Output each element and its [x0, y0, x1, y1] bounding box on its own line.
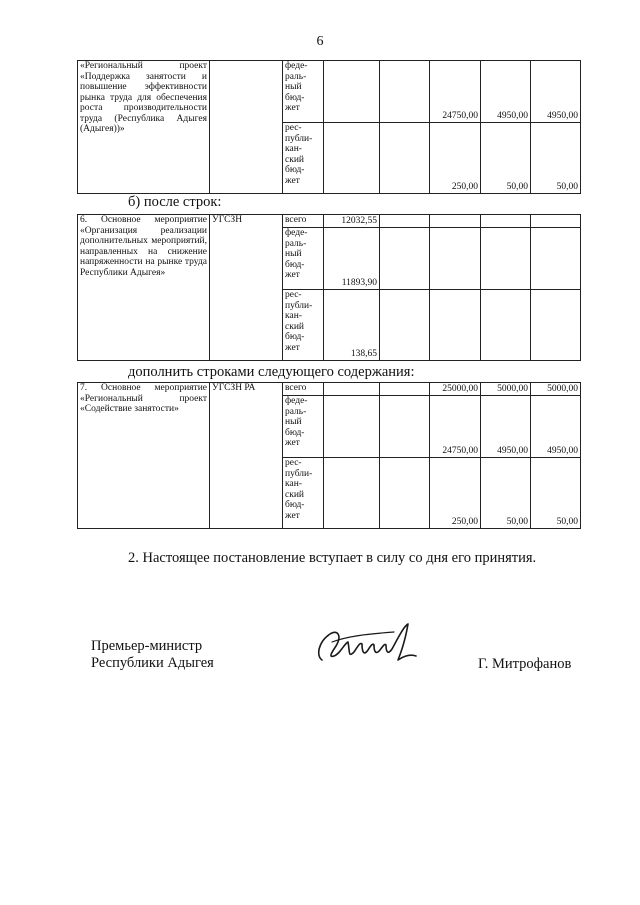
value-cell	[380, 215, 430, 228]
signer-title-line-2: Республики Адыгея	[91, 655, 214, 671]
value-cell: 4950,00	[531, 61, 581, 123]
funding-source: рес- публи- кан- ский бюд- жет	[283, 290, 324, 361]
value-cell: 11893,90	[324, 228, 380, 290]
value-cell	[324, 123, 380, 194]
value-cell	[481, 290, 531, 361]
measure-name: «Региональный проект «Поддержка занятости и повышение эффективности рынка труда для обеспечения роста производительности труда (Республика Адыгея (Адыгея))»	[78, 61, 210, 194]
value-cell: 4950,00	[531, 396, 581, 458]
table-main-measure-7	[77, 382, 581, 529]
value-cell	[430, 290, 481, 361]
caption-after-rows: б) после строк:	[128, 194, 222, 210]
funding-source: рес- публи- кан- ский бюд- жет	[283, 123, 324, 194]
funding-source: рес- публи- кан- ский бюд- жет	[283, 458, 324, 529]
value-cell	[430, 215, 481, 228]
value-cell	[481, 215, 531, 228]
handwritten-signature	[308, 612, 423, 672]
funding-source: феде- раль- ный бюд- жет	[283, 396, 324, 458]
value-cell	[324, 383, 380, 396]
value-cell	[324, 61, 380, 123]
funding-source: феде- раль- ный бюд- жет	[283, 228, 324, 290]
value-cell: 4950,00	[481, 396, 531, 458]
value-cell	[324, 396, 380, 458]
measure-name: 6. Основное мероприятие «Организация реализации дополнительных мероприятий, направленных на снижение напряженности на рынке труда Республики Адыгея»	[78, 215, 210, 361]
signer-name: Г. Митрофанов	[478, 656, 572, 672]
value-cell	[380, 458, 430, 529]
value-cell: 4950,00	[481, 61, 531, 123]
paragraph-effective-date: 2. Настоящее постановление вступает в силу со дня его принятия.	[128, 550, 537, 566]
measure-name: 7. Основное мероприятие «Региональный проект «Содействие занятости»	[78, 383, 210, 529]
value-cell: 250,00	[430, 458, 481, 529]
signer-title-line-1: Премьер-министр	[91, 638, 203, 654]
page-number: 6	[316, 34, 324, 49]
value-cell: 50,00	[531, 458, 581, 529]
caption-add-rows: дополнить строками следующего содержания:	[128, 364, 415, 380]
value-cell	[380, 61, 430, 123]
value-cell	[531, 228, 581, 290]
table-row	[78, 61, 581, 123]
value-cell: 25000,00	[430, 383, 481, 396]
value-cell	[531, 215, 581, 228]
value-cell: 5000,00	[531, 383, 581, 396]
table-row	[78, 383, 581, 396]
table-row	[78, 215, 581, 228]
responsible-cell: УГСЗН	[210, 215, 283, 361]
responsible-cell	[210, 61, 283, 194]
value-cell: 12032,55	[324, 215, 380, 228]
responsible-cell: УГСЗН РА	[210, 383, 283, 529]
value-cell: 5000,00	[481, 383, 531, 396]
funding-source: феде- раль- ный бюд- жет	[283, 61, 324, 123]
value-cell	[380, 228, 430, 290]
table-main-measure-6	[77, 214, 581, 361]
value-cell	[380, 290, 430, 361]
funding-source: всего	[283, 215, 324, 228]
value-cell: 24750,00	[430, 61, 481, 123]
value-cell	[430, 228, 481, 290]
value-cell	[531, 290, 581, 361]
value-cell	[380, 396, 430, 458]
table-regional-project	[77, 60, 581, 194]
funding-source: всего	[283, 383, 324, 396]
value-cell	[481, 228, 531, 290]
signer-title	[91, 638, 214, 672]
value-cell	[380, 383, 430, 396]
value-cell	[324, 458, 380, 529]
value-cell: 50,00	[481, 123, 531, 194]
value-cell: 138,65	[324, 290, 380, 361]
value-cell: 250,00	[430, 123, 481, 194]
value-cell: 50,00	[481, 458, 531, 529]
value-cell	[380, 123, 430, 194]
value-cell: 50,00	[531, 123, 581, 194]
value-cell: 24750,00	[430, 396, 481, 458]
